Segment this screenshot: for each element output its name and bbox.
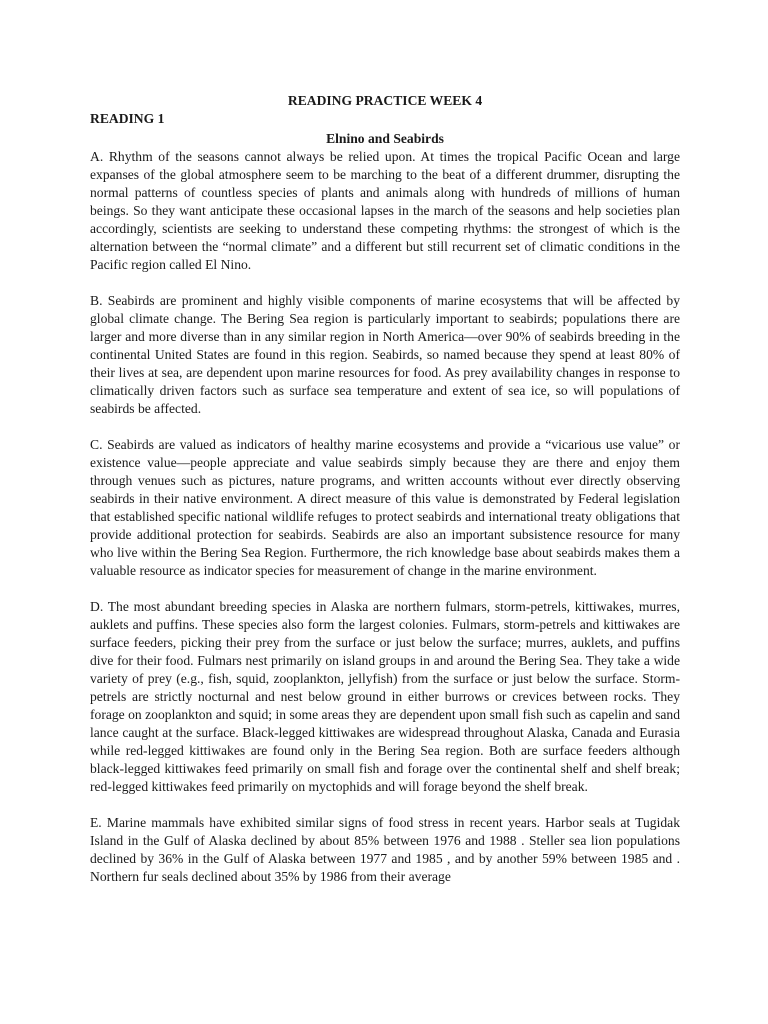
paragraph-a: A. Rhythm of the seasons cannot always be relied upon. At times the tropical Pacific Ocean and large expanses of the global atmosphere seem to be marching to the beat of a different drummer, disrupting the normal patterns of countless species of plants and animals along with hundreds of millions of human beings. So they want anticipate these occasional lapses in the march of the seasons and help societies plan accordingly, scientists are seeking to understand these competing rhythms: the strongest of which is the alternation between the “normal climate” and a different but still recurrent set of climatic conditions in the Pacific region called El Nino. bbox=[90, 149, 680, 272]
paragraph-d: D. The most abundant breeding species in Alaska are northern fulmars, storm-petrels, kittiwakes, murres, auklets and puffins. These species also form the largest colonies. Fulmars, storm-petrels and kittiwakes are surface feeders, picking their prey from the surface or just below the surface; murres, auklets, and puffins dive for their food. Fulmars nest primarily on island groups in and around the Bering Sea. They take a wide variety of prey (e.g., fish, squid, zooplankton, jellyfish) from the surface or just below the surface. Storm-petrels are strictly nocturnal and nest below ground in either burrows or crevices between rocks. They forage on zooplankton and squid; in some areas they are dependent upon small fish such as capelin and sand lance caught at the surface. Black-legged kittiwakes are widespread throughout Alaska, Canada and Eurasia while red-legged kittiwakes are found only in the Bering Sea region. Both are surface feeders although black-legged kittiwakes feed primarily on small fish and forage over the continental shelf and shelf break; red-legged kittiwakes feed primarily on myctophids and will forage beyond the shelf break. bbox=[90, 599, 680, 794]
article-title: Elnino and Seabirds bbox=[326, 131, 444, 146]
paragraph-b: B. Seabirds are prominent and highly visible components of marine ecosystems that will be affected by global climate change. The Bering Sea region is particularly important to seabirds; populations there are larger and more diverse than in any similar region in North America—over 90% of seabirds breeding in the continental United States are found in this region. Seabirds, so named because they spend at least 80% of their lives at sea, are dependent upon marine resources for food. As prey availability changes in response to climatically driven factors such as surface sea temperature and extent of sea ice, so will populations of seabirds be affected. bbox=[90, 293, 680, 416]
paragraph-c: C. Seabirds are valued as indicators of healthy marine ecosystems and provide a “vicarious use value” or existence value—people appreciate and value seabirds simply because they are there and enjoy them through venues such as pictures, nature programs, and written accounts without ever directly observing seabirds in their native environment. A direct measure of this value is demonstrated by Federal legislation that established specific national wildlife refuges to protect seabirds and international treaty obligations that provide additional protection for seabirds. Seabirds are also an important subsistence resource for many who live within the Bering Sea Region. Furthermore, the rich knowledge base about seabirds makes them a valuable resource as indicator species for measurement of change in the marine environment. bbox=[90, 437, 680, 578]
reading-label: READING 1 bbox=[90, 111, 165, 126]
document-page bbox=[90, 92, 680, 886]
paragraph-e: E. Marine mammals have exhibited similar signs of food stress in recent years. Harbor seals at Tugidak Island in the Gulf of Alaska declined by about 85% between 1976 and 1988 . Steller sea lion populations declined by 36% in the Gulf of Alaska between 1977 and 1985 , and by another 59% between 1985 and . Northern fur seals declined about 35% by 1986 from their average bbox=[90, 815, 680, 884]
article-body bbox=[90, 148, 680, 886]
document-title: READING PRACTICE WEEK 4 bbox=[287, 93, 483, 108]
